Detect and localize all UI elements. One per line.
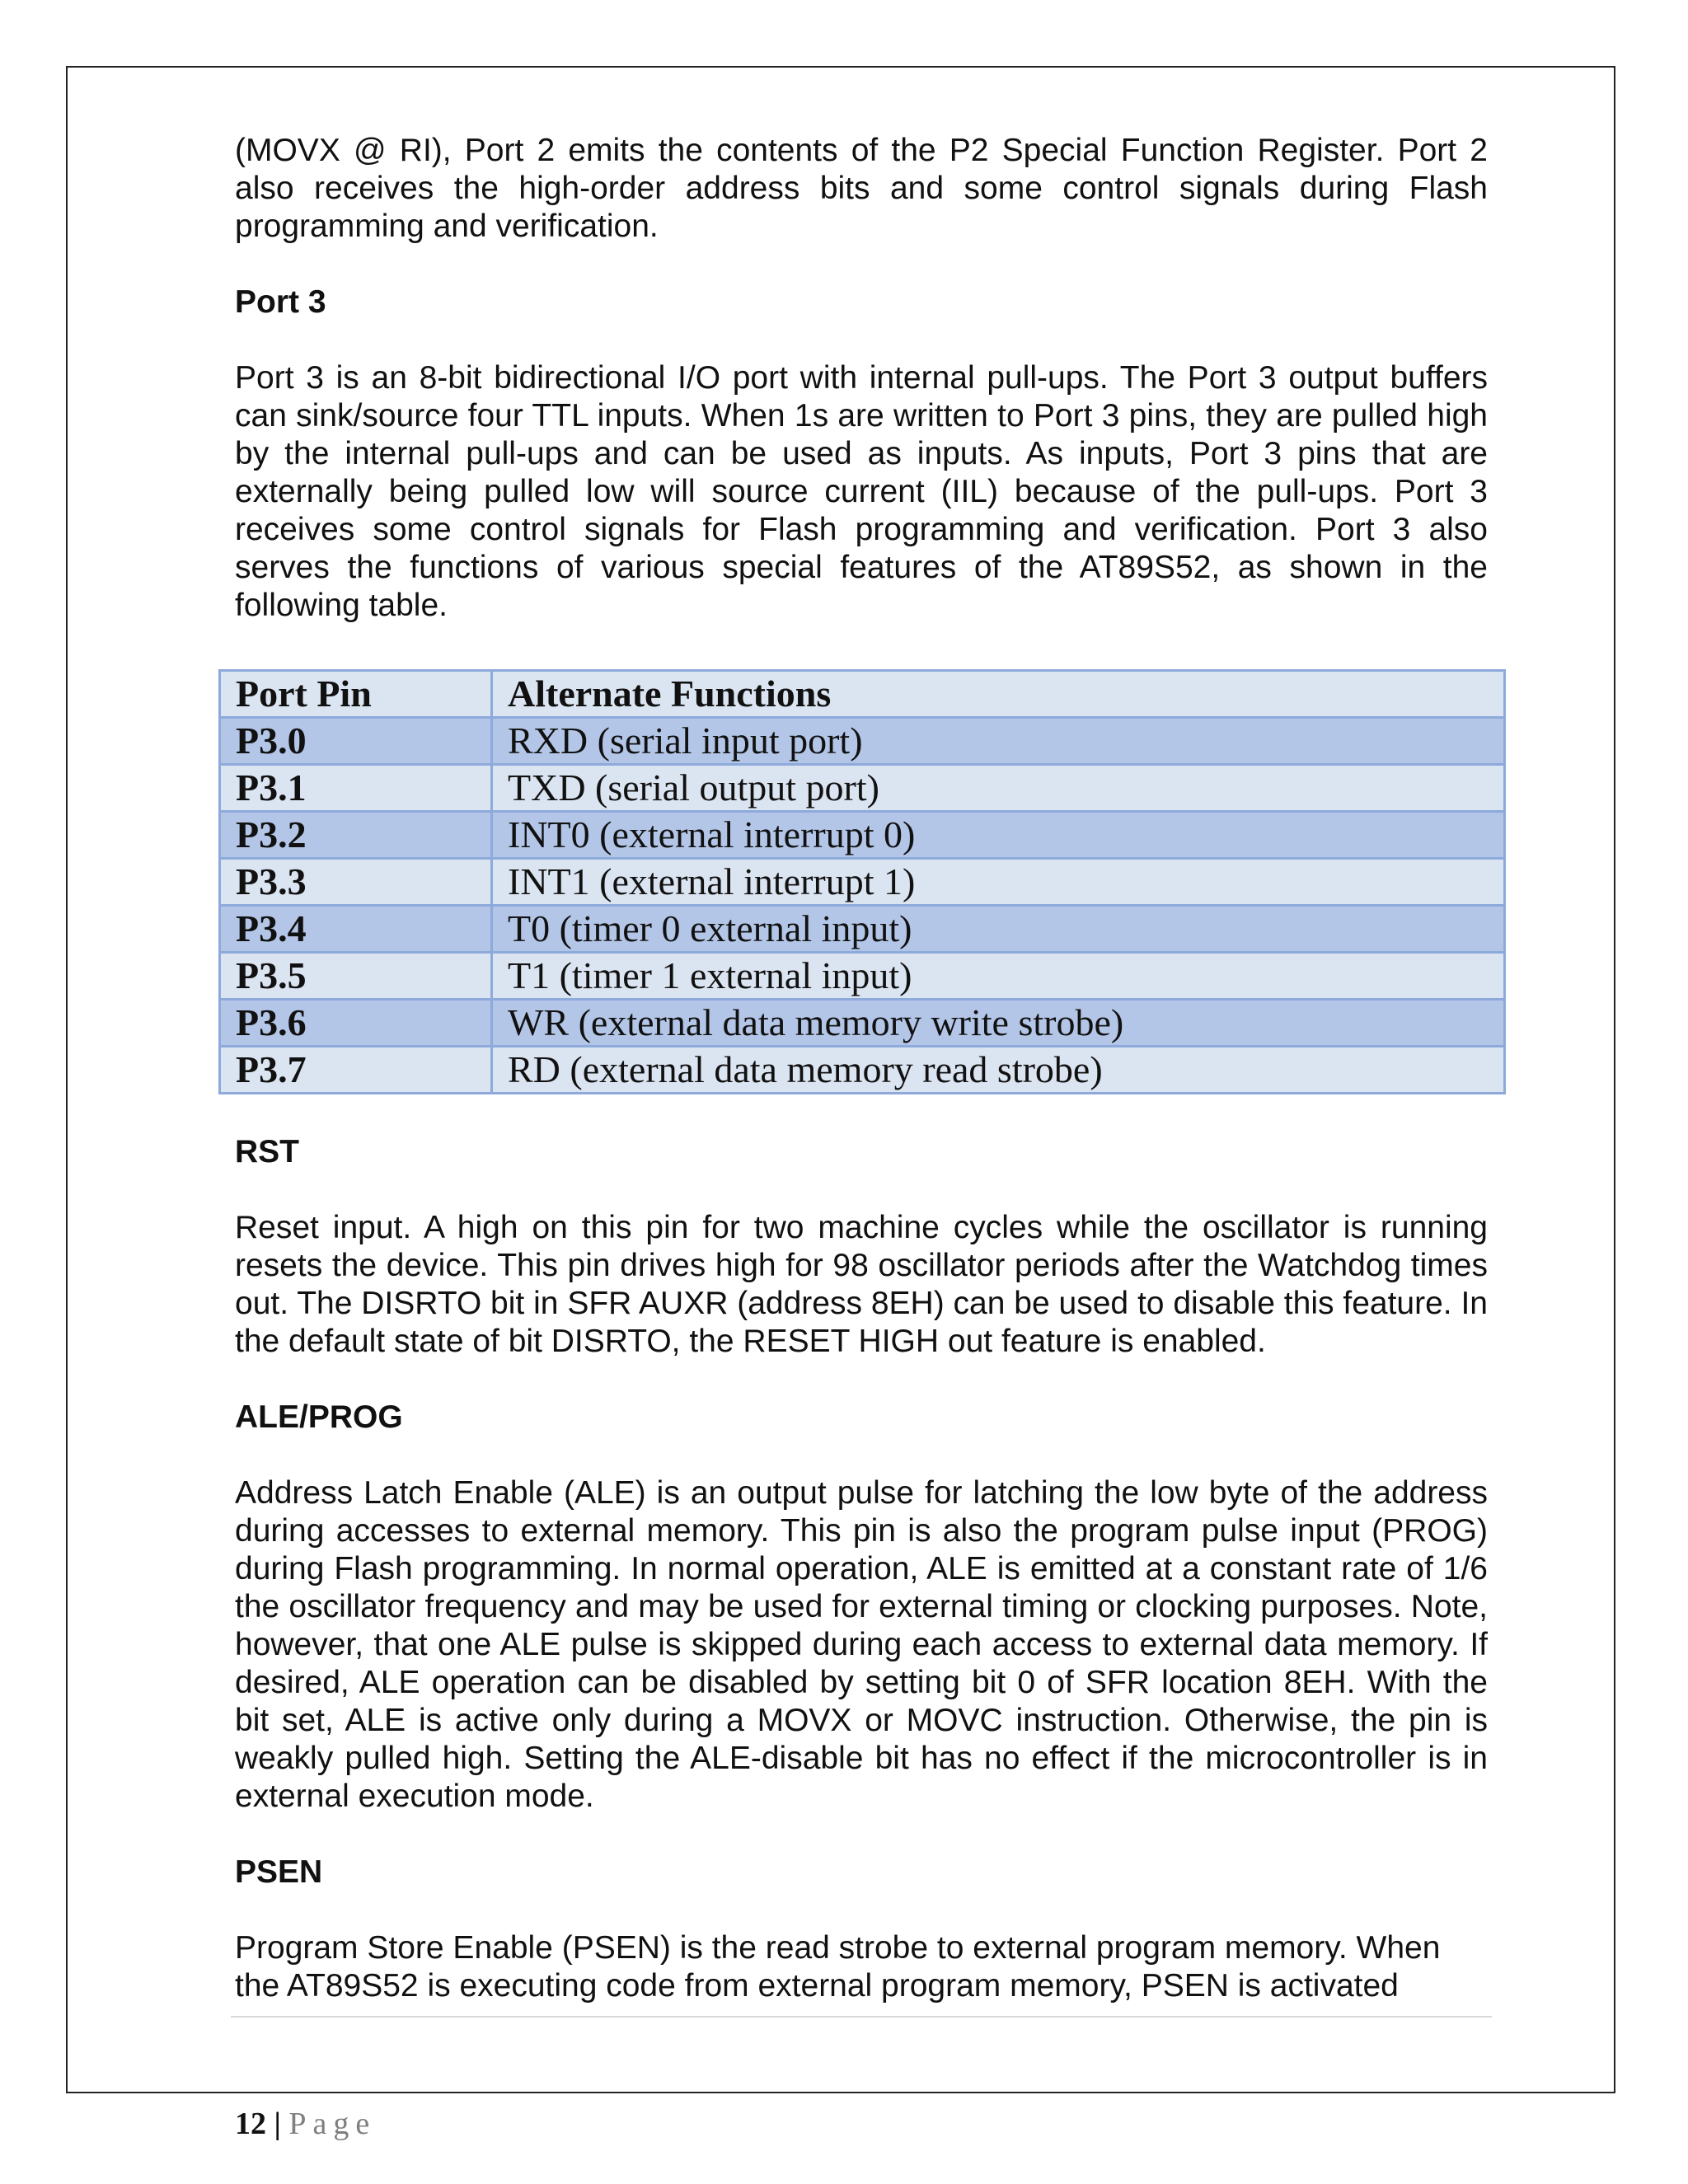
function-cell: INT1 (external interrupt 1) <box>492 859 1505 906</box>
table-row <box>220 812 1505 859</box>
table-row <box>220 953 1505 1000</box>
rst-paragraph: Reset input. A high on this pin for two machine cycles while the oscillator is running resets the device. This pin drives high for 98 oscillator periods after the Watchdog times out. The DISRTO bit in SFR AUXR (address 8EH) can be used to disable this feature. In the default state of bit DISRTO, the RESET HIGH out feature is enabled. <box>235 1210 1488 1359</box>
rst-heading: RST <box>235 1134 299 1169</box>
table-row <box>220 1047 1505 1094</box>
ale-prog-paragraph: Address Latch Enable (ALE) is an output pulse for latching the low byte of the address during accesses to external memory. This pin is also the program pulse input (PROG) during Flash programming. In normal operation, ALE is emitted at a constant rate of 1/6 the oscillator frequency and may be used for external timing or clocking purposes. Note, however, that one ALE pulse is skipped during each access to external data memory. If desired, ALE operation can be disabled by setting bit 0 of SFR location 8EH. With the bit set, ALE is active only during a MOVX or MOVC instruction. Otherwise, the pin is weakly pulled high. Setting the ALE-disable bit has no effect if the microcontroller is in external execution mode. <box>235 1475 1488 1814</box>
page-word: Page <box>288 2107 377 2141</box>
top-text-block <box>235 132 1488 625</box>
bottom-text-block <box>235 1133 1488 2005</box>
ale-prog-heading: ALE/PROG <box>235 1399 403 1435</box>
pin-cell: P3.5 <box>220 953 492 1000</box>
intro-paragraph: (MOVX @ RI), Port 2 emits the contents of the P2 Special Function Register. Port 2 also receives the high-order address bits and some control signals during Flash programming and verification. <box>235 133 1488 244</box>
pin-cell: P3.6 <box>220 1000 492 1047</box>
page-footer <box>235 2106 376 2142</box>
function-cell: TXD (serial output port) <box>492 765 1505 812</box>
pin-cell: P3.3 <box>220 859 492 906</box>
footer-separator: | <box>274 2107 281 2141</box>
function-cell: T1 (timer 1 external input) <box>492 953 1505 1000</box>
psen-paragraph: Program Store Enable (PSEN) is the read strobe to external program memory. When the AT89S52 is executing code from external program memory, PSEN is activated <box>235 1930 1441 2004</box>
pin-cell: P3.1 <box>220 765 492 812</box>
function-cell: RD (external data memory read strobe) <box>492 1047 1505 1094</box>
page-number: 12 <box>235 2107 266 2141</box>
function-cell: RXD (serial input port) <box>492 718 1505 765</box>
psen-heading: PSEN <box>235 1854 323 1890</box>
function-cell: T0 (timer 0 external input) <box>492 906 1505 953</box>
function-cell: WR (external data memory write strobe) <box>492 1000 1505 1047</box>
port3-paragraph: Port 3 is an 8-bit bidirectional I/O port with internal pull-ups. The Port 3 output buffers can sink/source four TTL inputs. When 1s are written to Port 3 pins, they are pulled high by the internal pull-ups and can be used as inputs. As inputs, Port 3 pins that are externally being pulled low will source current (IIL) because of the pull-ups. Port 3 receives some control signals for Flash programming and verification. Port 3 also serves the functions of various special features of the AT89S52, as shown in the following table. <box>235 360 1488 623</box>
table-row <box>220 1000 1505 1047</box>
header-alternate-functions: Alternate Functions <box>492 671 1505 718</box>
pin-cell: P3.2 <box>220 812 492 859</box>
pin-cell: P3.4 <box>220 906 492 953</box>
table-row <box>220 718 1505 765</box>
port3-heading: Port 3 <box>235 284 326 320</box>
table-header-row <box>220 671 1505 718</box>
pin-cell: P3.7 <box>220 1047 492 1094</box>
port3-alternate-functions-table <box>218 669 1506 1094</box>
pin-cell: P3.0 <box>220 718 492 765</box>
function-cell: INT0 (external interrupt 0) <box>492 812 1505 859</box>
table-row <box>220 765 1505 812</box>
footer-divider <box>231 2016 1492 2018</box>
table-row <box>220 859 1505 906</box>
header-port-pin: Port Pin <box>220 671 492 718</box>
table-row <box>220 906 1505 953</box>
